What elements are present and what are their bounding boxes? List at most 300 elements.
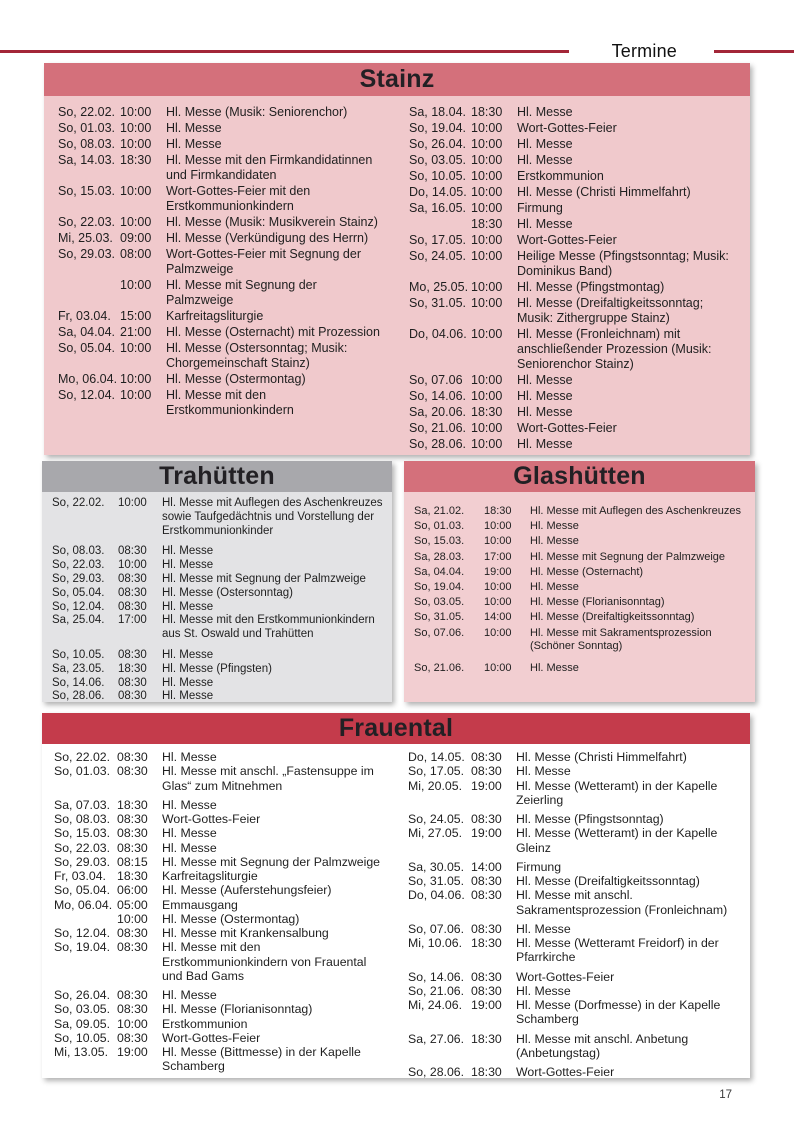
event-time: 10:00 — [120, 388, 152, 402]
event-date: So, 05.04. — [58, 341, 115, 355]
event-row — [52, 677, 386, 691]
event-description: Hl. Messe (Christi Himmelfahrt) — [516, 750, 687, 764]
event-description: Hl. Messe — [162, 545, 214, 558]
event-date: So, 08.03. — [54, 812, 111, 826]
event-time: 05:00 — [117, 897, 148, 912]
event-description: Hl. Messe — [162, 648, 214, 661]
event-description: Hl. Messe — [162, 797, 217, 812]
event-time: 18:30 — [118, 662, 147, 675]
event-row — [58, 247, 387, 277]
event-description: Hl. Messe — [516, 921, 571, 936]
event-date: So, 10.05. — [54, 1030, 111, 1045]
event-row — [408, 998, 740, 1027]
event-time: 10:00 — [471, 280, 503, 294]
event-time: 08:30 — [117, 826, 148, 841]
event-row — [58, 231, 387, 246]
event-time: 08:30 — [471, 874, 502, 888]
event-description: Hl. Messe mit Segnung der Palmzweige — [162, 572, 366, 585]
event-description: Hl. Messe mit den Erstkommunionkindern aus St. Oswald und Trahütten — [162, 614, 375, 641]
event-description: Heilige Messe (Pfingstsonntag; Musik: Dominikus Band) — [517, 249, 729, 278]
event-row — [408, 936, 740, 965]
event-date: So, 22.03. — [54, 840, 111, 855]
event-row — [54, 898, 386, 912]
event-row — [52, 614, 386, 642]
section-glashuetten — [404, 461, 755, 702]
event-time: 17:00 — [118, 614, 147, 627]
event-description: Hl. Messe (Musik: Seniorenchor) — [166, 105, 348, 119]
event-time: 08:30 — [471, 888, 502, 903]
event-time: 08:30 — [118, 586, 147, 599]
event-date: So, 19.04. — [414, 580, 465, 593]
event-row — [409, 137, 738, 152]
event-date: Fr, 03.04. — [58, 309, 111, 323]
event-date: So, 21.06. — [408, 983, 465, 998]
section-stainz — [44, 63, 750, 455]
event-date: So, 31.05. — [414, 611, 465, 624]
event-row — [54, 1017, 386, 1031]
event-time: 18:30 — [471, 217, 503, 231]
event-row — [58, 153, 387, 183]
event-time: 10:00 — [117, 911, 148, 926]
event-date: Do, 04.06. — [408, 888, 465, 903]
event-description: Hl. Messe mit Auflegen des Aschenkreuzes sowie Taufgedächtnis und Vorstellung der Erstkommunionkinder — [162, 497, 383, 537]
event-row — [408, 812, 740, 826]
event-description: Hl. Messe mit Sakramentsprozession (Schöner Sonntag) — [530, 626, 712, 652]
event-description: Hl. Messe mit anschl. Sakramentsprozession (Fronleichnam) — [516, 888, 728, 917]
event-description: Emmausgang — [162, 897, 238, 912]
event-row — [54, 912, 386, 926]
event-time: 08:30 — [117, 812, 148, 826]
event-date: Mi, 13.05. — [54, 1045, 108, 1059]
event-description: Hl. Messe — [517, 405, 573, 419]
event-time: 08:30 — [118, 676, 147, 689]
event-row — [58, 325, 387, 340]
event-time: 18:30 — [471, 105, 503, 119]
event-time: 08:30 — [118, 648, 147, 661]
event-row — [408, 860, 740, 874]
event-date: Sa, 09.05. — [54, 1016, 111, 1031]
event-time: 10:00 — [471, 201, 503, 215]
event-date: So, 01.03. — [414, 520, 465, 533]
event-date: Do, 04.06. — [409, 327, 467, 341]
event-time: 10:00 — [120, 105, 152, 119]
page-number: 17 — [719, 1089, 732, 1101]
event-time: 19:00 — [484, 565, 512, 578]
event-date: Mi, 24.06. — [408, 998, 462, 1012]
event-date: So, 17.05. — [409, 233, 466, 247]
section-frauental-title: Frauental — [42, 713, 750, 744]
event-description: Hl. Messe — [530, 580, 579, 593]
event-row — [54, 988, 386, 1002]
event-description: Hl. Messe — [517, 137, 573, 151]
event-time: 18:30 — [117, 797, 148, 812]
event-row — [58, 215, 387, 230]
event-date: So, 28.06. — [408, 1065, 465, 1078]
event-description: Hl. Messe — [517, 437, 573, 451]
event-time: 18:30 — [471, 1031, 502, 1046]
event-description: Wort-Gottes-Feier — [162, 1030, 261, 1045]
event-row — [409, 169, 738, 184]
event-description: Hl. Messe (Dorfmesse) in der Kapelle Schamberg — [516, 998, 721, 1027]
event-time: 10:00 — [484, 661, 512, 674]
event-date: So, 22.03. — [52, 559, 105, 572]
event-description: Hl. Messe — [162, 559, 214, 572]
event-date: So, 12.04. — [58, 388, 115, 402]
event-time: 08:30 — [117, 1030, 148, 1045]
event-row — [409, 373, 738, 388]
event-description: Hl. Messe mit anschl. Anbetung (Anbetungstag) — [516, 1031, 689, 1060]
section-trahuetten-title: Trahütten — [42, 461, 392, 492]
event-row — [54, 841, 386, 855]
event-time: 08:30 — [117, 840, 148, 855]
event-row — [52, 663, 386, 677]
event-date: So, 21.06. — [414, 661, 465, 674]
event-description: Hl. Messe (Ostersonntag; Musik: Chorgemeinschaft Stainz) — [166, 341, 348, 370]
event-date: Mi, 20.05. — [408, 778, 462, 793]
event-date: So, 29.03. — [58, 247, 115, 261]
event-date: So, 01.03. — [54, 764, 111, 779]
event-description: Hl. Messe (Wetteramt) in der Kapelle Gleinz — [516, 826, 718, 855]
event-date: So, 05.04. — [52, 586, 105, 599]
event-date: So, 07.06 — [409, 373, 463, 387]
event-time: 10:00 — [471, 327, 503, 341]
event-description: Hl. Messe — [162, 826, 217, 841]
event-date: Sa, 27.06. — [408, 1031, 465, 1046]
event-date: So, 14.06. — [408, 969, 465, 984]
event-time: 08:30 — [117, 750, 148, 764]
event-date — [409, 217, 471, 232]
event-row — [54, 883, 386, 897]
event-row — [409, 421, 738, 436]
event-time: 10:00 — [484, 580, 512, 593]
event-description: Hl. Messe (Dreifaltigkeitssonntag; Musik: Zithergruppe Stainz) — [517, 296, 704, 325]
event-row — [58, 121, 387, 136]
event-date: So, 22.02. — [54, 750, 111, 764]
event-date: So, 12.04. — [54, 926, 111, 940]
event-date: So, 22.02. — [58, 105, 115, 119]
event-description: Hl. Messe (Pfingsten) — [162, 662, 272, 675]
event-time: 18:30 — [117, 869, 148, 883]
event-description: Hl. Messe (Florianisonntag) — [162, 1002, 313, 1017]
event-description: Hl. Messe — [517, 373, 573, 387]
event-row — [58, 105, 387, 120]
event-row — [52, 545, 386, 559]
event-time: 10:00 — [120, 372, 152, 386]
event-row — [409, 217, 738, 232]
event-description: Wort-Gottes-Feier — [162, 812, 261, 826]
event-row — [54, 812, 386, 826]
event-date: So, 31.05. — [409, 296, 466, 310]
event-row — [52, 559, 386, 573]
event-time: 10:00 — [471, 121, 503, 135]
event-time: 10:00 — [471, 296, 503, 310]
event-time: 10:00 — [120, 341, 152, 355]
event-row — [414, 611, 749, 624]
event-time: 08:30 — [117, 764, 148, 779]
event-time: 18:30 — [471, 405, 503, 419]
event-row — [414, 627, 749, 653]
event-date: So, 29.03. — [52, 572, 105, 585]
event-date: So, 22.03. — [58, 215, 115, 229]
event-description: Hl. Messe — [517, 153, 573, 167]
event-row — [58, 341, 387, 371]
event-description: Hl. Messe mit Segnung der Palmzweige — [530, 550, 726, 563]
event-time: 08:30 — [118, 690, 147, 702]
event-description: Wort-Gottes-Feier mit Segnung der Palmzweige — [166, 247, 361, 276]
event-description: Wort-Gottes-Feier — [517, 121, 617, 135]
event-description: Hl. Messe — [517, 105, 573, 119]
event-date: So, 08.03. — [52, 545, 105, 558]
event-time: 17:00 — [484, 550, 512, 563]
header-rule-left — [0, 50, 569, 53]
event-row — [409, 327, 738, 372]
event-date: Mo, 06.04. — [54, 897, 113, 912]
event-row — [408, 922, 740, 936]
event-time: 08:30 — [117, 926, 148, 940]
event-description: Hl. Messe mit den Erstkommunionkindern von Frauental und Bad Gams — [162, 940, 367, 983]
event-time: 10:00 — [471, 249, 503, 263]
event-row — [414, 505, 749, 518]
event-description: Hl. Messe (Osternacht) mit Prozession — [166, 325, 380, 339]
event-date: Sa, 14.03. — [58, 153, 115, 167]
event-row — [409, 121, 738, 136]
event-row — [409, 233, 738, 248]
event-description: Hl. Messe (Osternacht) — [530, 565, 644, 578]
event-time: 10:00 — [484, 596, 512, 609]
event-time: 10:00 — [120, 121, 152, 135]
event-row — [408, 1032, 740, 1061]
event-row — [54, 1002, 386, 1016]
page-title: Termine — [611, 40, 677, 61]
event-date: So, 01.03. — [58, 121, 115, 135]
event-date: So, 26.04. — [54, 988, 111, 1002]
event-time: 09:00 — [120, 231, 152, 245]
event-date: So, 10.05. — [52, 648, 105, 661]
event-time: 08:30 — [471, 764, 502, 779]
section-trahuetten-body — [42, 492, 392, 702]
event-row — [408, 970, 740, 984]
event-time: 19:00 — [117, 1045, 148, 1059]
event-time: 08:30 — [471, 750, 502, 764]
event-description: Hl. Messe — [517, 389, 573, 403]
event-row — [58, 309, 387, 324]
event-description: Hl. Messe (Fronleichnam) mit anschließender Prozession (Musik: Seniorenchor Stainz) — [517, 327, 712, 371]
event-date: Sa, 07.03. — [54, 797, 111, 812]
event-date: So, 19.04. — [54, 940, 111, 955]
event-description: Hl. Messe mit Segnung der Palmzweige — [162, 854, 381, 869]
event-description: Hl. Messe mit den Erstkommunionkindern — [166, 388, 294, 417]
event-date: So, 17.05. — [408, 764, 465, 779]
event-time: 10:00 — [471, 185, 503, 199]
event-time: 10:00 — [471, 373, 503, 387]
event-description: Hl. Messe — [517, 217, 573, 231]
event-time: 08:30 — [117, 988, 148, 1002]
event-date: So, 03.05. — [54, 1002, 111, 1017]
event-time: 08:30 — [471, 983, 502, 998]
event-date: Sa, 04.04. — [58, 325, 115, 339]
event-description: Wort-Gottes-Feier — [516, 1065, 615, 1078]
event-time: 08:30 — [471, 921, 502, 936]
event-time: 10:00 — [471, 437, 503, 451]
event-description: Hl. Messe (Wetteramt) in der Kapelle Zeierling — [516, 778, 718, 807]
event-time: 06:00 — [117, 883, 148, 898]
event-time: 10:00 — [484, 626, 512, 639]
event-row — [54, 869, 386, 883]
event-description: Hl. Messe (Dreifaltigkeitssonntag) — [516, 874, 700, 888]
event-date: Sa, 20.06. — [409, 405, 466, 419]
event-description: Hl. Messe — [516, 764, 571, 779]
event-description: Hl. Messe (Musik: Musikverein Stainz) — [166, 215, 378, 229]
event-date: So, 22.02. — [52, 497, 105, 509]
event-description: Wort-Gottes-Feier — [517, 233, 617, 247]
event-date — [54, 912, 117, 926]
event-time: 10:00 — [118, 497, 147, 509]
event-time: 10:00 — [471, 153, 503, 167]
event-row — [54, 826, 386, 840]
stainz-column-left — [58, 105, 387, 453]
event-date: So, 26.04. — [409, 137, 466, 151]
event-time: 10:00 — [484, 535, 512, 548]
event-row — [409, 405, 738, 420]
event-date: So, 14.06. — [52, 676, 105, 689]
event-time: 10:00 — [471, 233, 503, 247]
event-row — [58, 184, 387, 214]
event-time: 08:30 — [118, 545, 147, 558]
event-row — [414, 662, 749, 675]
event-time: 19:00 — [471, 778, 502, 793]
event-date: Mo, 25.05. — [409, 280, 469, 294]
event-row — [52, 497, 386, 538]
event-description: Wort-Gottes-Feier — [517, 421, 617, 435]
event-time: 10:00 — [471, 389, 503, 403]
event-time: 19:00 — [471, 826, 502, 841]
event-description: Hl. Messe (Wetteramt Freidorf) in der Pfarrkirche — [516, 936, 719, 965]
event-date: So, 28.06. — [409, 437, 466, 451]
event-description: Hl. Messe (Dreifaltigkeitssonntag) — [530, 611, 695, 624]
event-date: So, 07.06. — [414, 626, 465, 639]
event-row — [408, 750, 740, 764]
event-row — [52, 649, 386, 663]
event-description: Karfreitagsliturgie — [166, 309, 264, 323]
event-description: Hl. Messe (Florianisonntag) — [530, 596, 665, 609]
event-description: Hl. Messe — [162, 676, 214, 689]
event-date: So, 24.05. — [409, 249, 466, 263]
event-date: So, 14.06. — [409, 389, 466, 403]
event-row — [409, 153, 738, 168]
event-date: So, 10.05. — [409, 169, 466, 183]
event-time: 19:00 — [471, 998, 502, 1012]
event-row — [54, 764, 386, 793]
event-time: 08:30 — [471, 812, 502, 826]
event-time: 15:00 — [120, 309, 152, 323]
event-row — [409, 280, 738, 295]
event-row — [408, 779, 740, 808]
event-time: 08:30 — [118, 572, 147, 585]
event-row — [414, 566, 749, 579]
event-description: Hl. Messe (Ostermontag) — [166, 372, 306, 386]
event-date: So, 12.04. — [52, 600, 105, 613]
event-date: So, 15.03. — [54, 826, 111, 841]
event-description: Hl. Messe (Ostermontag) — [162, 911, 300, 926]
event-row — [58, 137, 387, 152]
event-description: Hl. Messe (Ostersonntag) — [162, 586, 294, 599]
section-stainz-body — [44, 96, 750, 453]
event-time: 08:30 — [471, 969, 502, 984]
event-date: So, 31.05. — [408, 874, 465, 888]
stainz-column-right — [409, 105, 738, 453]
event-date: So, 29.03. — [54, 854, 111, 869]
event-row — [409, 389, 738, 404]
event-row — [414, 535, 749, 548]
event-date: So, 03.05. — [414, 596, 465, 609]
event-date: So, 28.06. — [52, 690, 105, 702]
event-description: Wort-Gottes-Feier mit den Erstkommunionkindern — [166, 184, 311, 213]
section-glashuetten-body — [404, 492, 755, 675]
event-row — [409, 201, 738, 216]
event-description: Hl. Messe (Verkündigung des Herrn) — [166, 231, 369, 245]
frauental-column-left — [54, 750, 386, 1078]
event-row — [408, 888, 740, 917]
event-date: So, 03.05. — [409, 153, 466, 167]
section-stainz-title: Stainz — [44, 63, 750, 96]
event-row — [409, 296, 738, 326]
event-description: Hl. Messe — [166, 121, 222, 135]
event-row — [409, 185, 738, 200]
event-time: 10:00 — [118, 559, 147, 572]
event-row — [52, 690, 386, 702]
event-date: So, 05.04. — [54, 883, 111, 898]
page-header-band — [0, 40, 794, 62]
event-row — [408, 764, 740, 778]
event-row — [54, 926, 386, 940]
event-description: Hl. Messe — [516, 983, 571, 998]
event-description: Hl. Messe mit Auflegen des Aschenkreuzes — [530, 505, 741, 517]
event-date: So, 15.03. — [414, 535, 465, 548]
event-date: Sa, 16.05. — [409, 201, 466, 215]
event-description: Wort-Gottes-Feier — [516, 969, 615, 984]
event-description: Hl. Messe (Auferstehungsfeier) — [162, 883, 332, 898]
event-row — [58, 372, 387, 387]
event-row — [52, 601, 386, 615]
event-row — [408, 984, 740, 998]
event-date: So, 08.03. — [58, 137, 115, 151]
event-description: Hl. Messe mit anschl. „Fastensuppe im Glas“ zum Mitnehmen — [162, 764, 374, 793]
event-time: 18:30 — [484, 505, 512, 517]
event-description: Hl. Messe (Christi Himmelfahrt) — [517, 185, 691, 199]
event-row — [54, 855, 386, 869]
event-row — [414, 551, 749, 564]
event-description: Erstkommunion — [517, 169, 604, 183]
event-time: 08:30 — [118, 600, 147, 613]
event-description: Hl. Messe mit Segnung der Palmzweige — [166, 278, 317, 307]
event-description: Hl. Messe — [162, 690, 214, 702]
event-row — [54, 940, 386, 983]
event-row — [58, 278, 387, 308]
event-description: Erstkommunion — [162, 1016, 248, 1031]
event-description: Hl. Messe — [162, 840, 217, 855]
event-description: Hl. Messe — [530, 661, 579, 674]
event-time: 10:00 — [471, 169, 503, 183]
event-description: Hl. Messe — [166, 137, 222, 151]
event-row — [52, 587, 386, 601]
event-row — [409, 105, 738, 120]
section-frauental — [42, 713, 750, 1078]
event-description: Hl. Messe (Pfingstmontag) — [517, 280, 665, 294]
event-row — [54, 798, 386, 812]
event-description: Hl. Messe — [162, 988, 217, 1002]
section-frauental-body — [42, 744, 750, 1078]
event-date: Sa, 25.04. — [52, 614, 105, 627]
